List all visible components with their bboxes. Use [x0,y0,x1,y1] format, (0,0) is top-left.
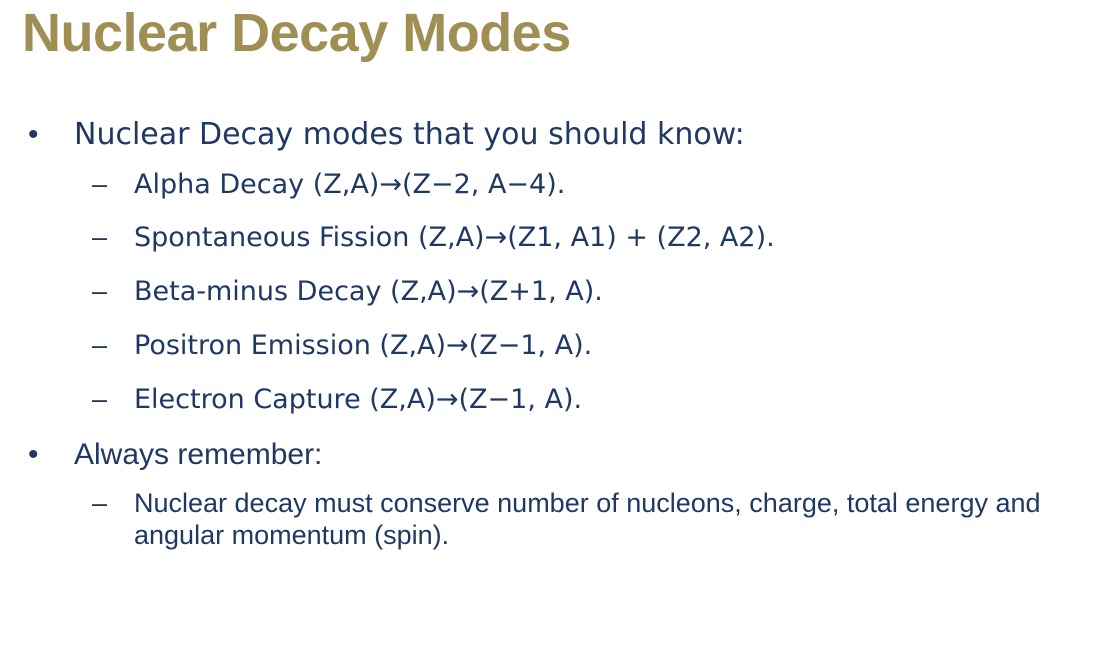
dash-bullet-icon: – [92,488,108,519]
list-item-label: Spontaneous Fission (Z,A)→(Z1, A1) + (Z2, A2). [134,222,775,254]
list-item-label: Alpha Decay (Z,A)→(Z−2, A−4). [134,168,566,200]
list-item-label: Positron Emission (Z,A)→(Z−1, A). [134,330,593,362]
list-item [0,488,1118,552]
list-item [0,169,1118,201]
list-item-label: Beta-minus Decay (Z,A)→(Z+1, A). [134,276,603,308]
list-item [0,330,1118,362]
list-item-label: Electron Capture (Z,A)→(Z−1, A). [134,383,583,415]
dash-bullet-icon: – [92,168,108,199]
list-item [0,384,1118,416]
dash-bullet-icon: – [92,276,108,307]
list-item-label: Nuclear Decay modes that you should know: [74,117,745,152]
bullet-glyph-icon: • [28,437,39,471]
list-item [0,222,1118,254]
dash-bullet-icon: – [92,383,108,414]
list-item-label: Nuclear decay must conserve number of nucleons, charge, total energy and angular momentum (spin). [134,488,1041,551]
dash-bullet-icon: – [92,222,108,253]
page-title: Nuclear Decay Modes [22,3,571,63]
dash-bullet-icon: – [92,330,108,361]
bullet-glyph-icon: • [28,118,39,151]
list-item [0,276,1118,308]
bullet-list [0,118,1118,552]
list-item [0,118,1118,153]
list-item-label: Always remember: [74,437,323,471]
list-item [0,438,1118,473]
